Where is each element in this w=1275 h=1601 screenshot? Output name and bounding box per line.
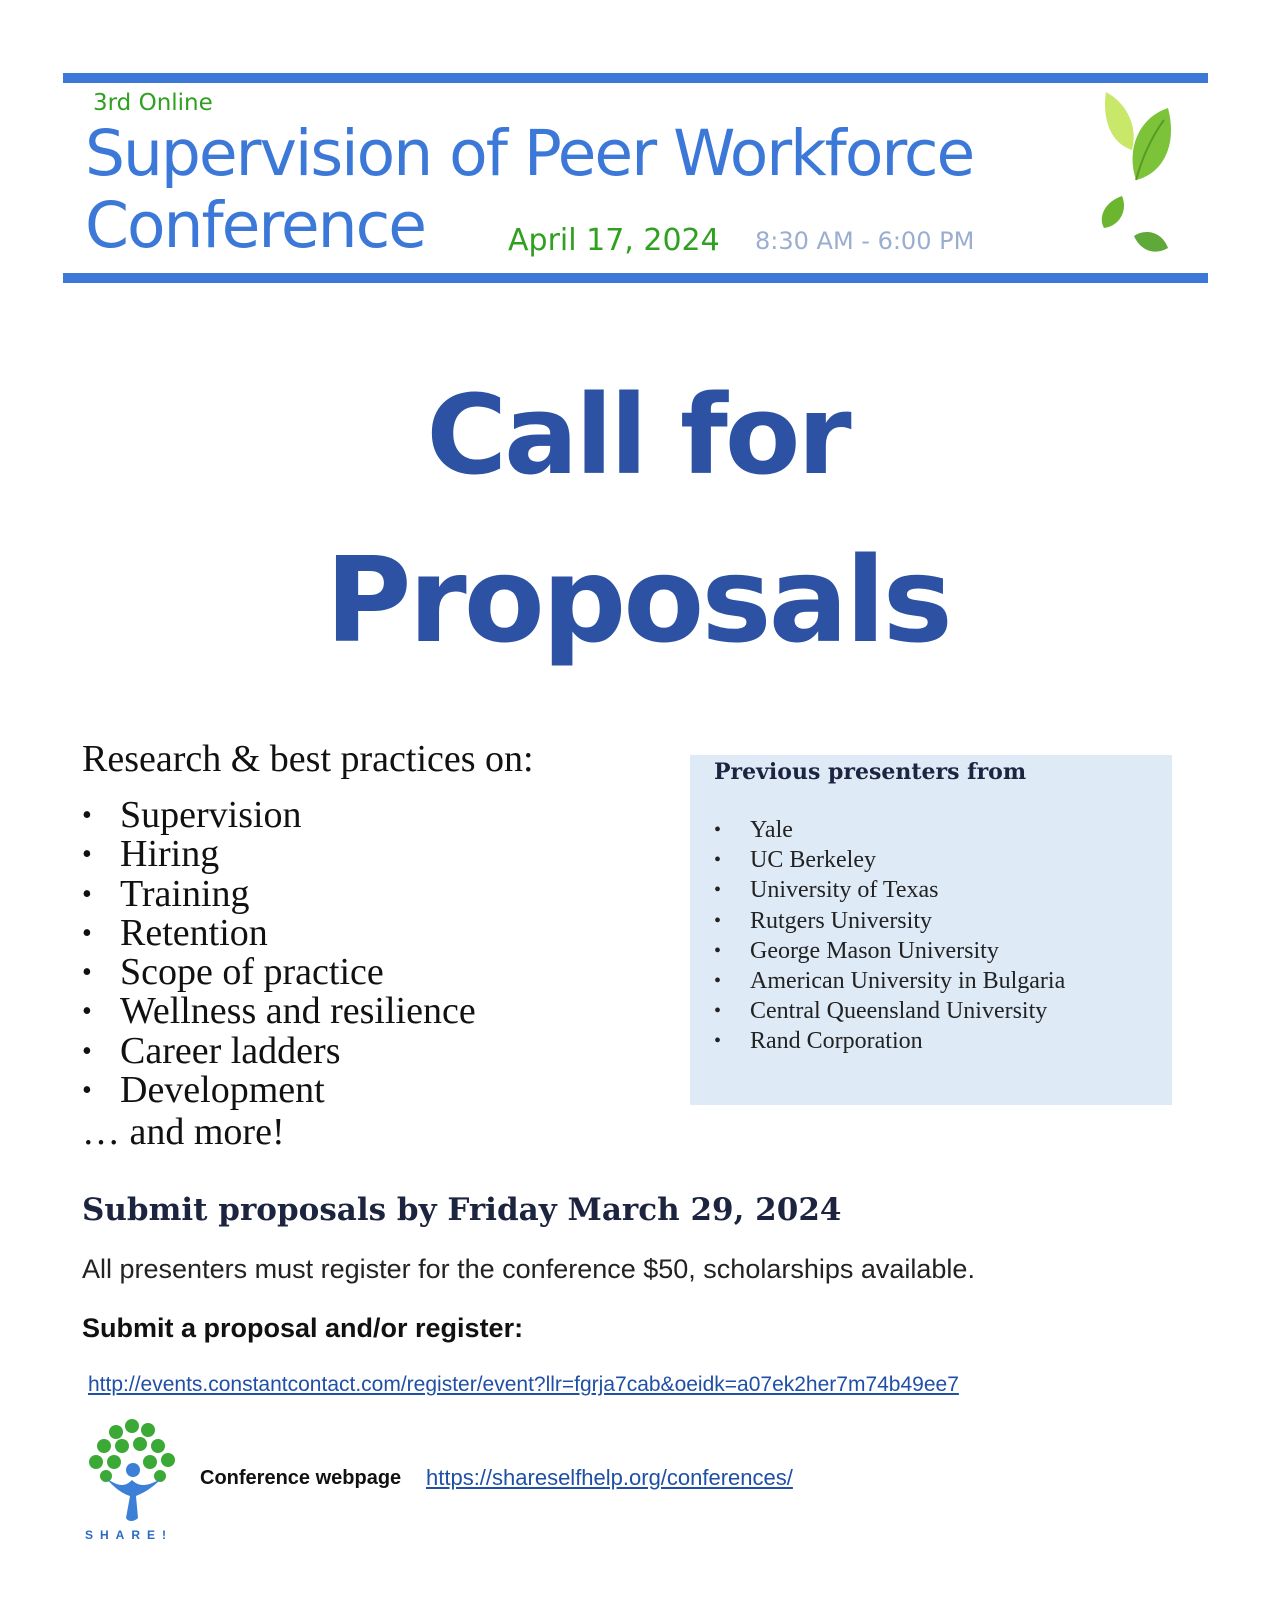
topics-closing: … and more! xyxy=(82,1111,285,1153)
leaves-icon xyxy=(1098,88,1194,268)
presenter-item: • American University in Bulgaria xyxy=(714,966,1065,996)
conference-date: April 17, 2024 xyxy=(508,223,720,258)
conference-time: 8:30 AM - 6:00 PM xyxy=(755,227,975,255)
topic-item: • Scope of practice xyxy=(82,953,476,992)
presenters-heading: Previous presenters from xyxy=(714,759,1027,785)
conference-title-line1: Supervision of Peer Workforce xyxy=(85,117,974,190)
topic-item: • Career ladders xyxy=(82,1032,476,1071)
topic-item: • Retention xyxy=(82,914,476,953)
presenters-list xyxy=(714,815,1065,1057)
banner-top-rule xyxy=(63,73,1208,83)
presenter-item: • Rand Corporation xyxy=(714,1026,1065,1056)
presenter-item: • Rutgers University xyxy=(714,906,1065,936)
conference-webpage-label: Conference webpage xyxy=(200,1467,402,1489)
submit-label: Submit a proposal and/or register: xyxy=(82,1313,524,1343)
topic-item: • Development xyxy=(82,1071,476,1110)
topic-item: • Training xyxy=(82,875,476,914)
presenter-item: • Central Queensland University xyxy=(714,996,1065,1026)
edition-label: 3rd Online xyxy=(93,90,213,116)
presenter-item: • University of Texas xyxy=(714,875,1065,905)
topic-item: • Wellness and resilience xyxy=(82,992,476,1031)
conference-title-line2: Conference xyxy=(85,189,426,262)
topics-list xyxy=(82,796,476,1110)
register-link[interactable]: http://events.constantcontact.com/register/event?llr=fgrja7cab&oeidk=a07ek2her7m74b49ee7 xyxy=(88,1373,959,1396)
presenter-item: • George Mason University xyxy=(714,936,1065,966)
previous-presenters-box xyxy=(690,755,1172,1105)
registration-fee-note: All presenters must register for the conference $50, scholarships available. xyxy=(82,1254,975,1284)
topic-item: • Supervision xyxy=(82,796,476,835)
topic-item: • Hiring xyxy=(82,835,476,874)
submission-deadline: Submit proposals by Friday March 29, 2024 xyxy=(82,1192,842,1228)
presenter-item: • Yale xyxy=(714,815,1065,845)
banner-bottom-rule xyxy=(63,273,1208,283)
headline-line1: Call for xyxy=(426,371,849,499)
presenter-item: • UC Berkeley xyxy=(714,845,1065,875)
headline-line2: Proposals xyxy=(325,531,950,669)
share-wordmark: SHARE! xyxy=(85,1528,174,1542)
topics-intro: Research & best practices on: xyxy=(82,738,534,780)
conference-webpage-link[interactable]: https://shareselfhelp.org/conferences/ xyxy=(426,1465,793,1490)
